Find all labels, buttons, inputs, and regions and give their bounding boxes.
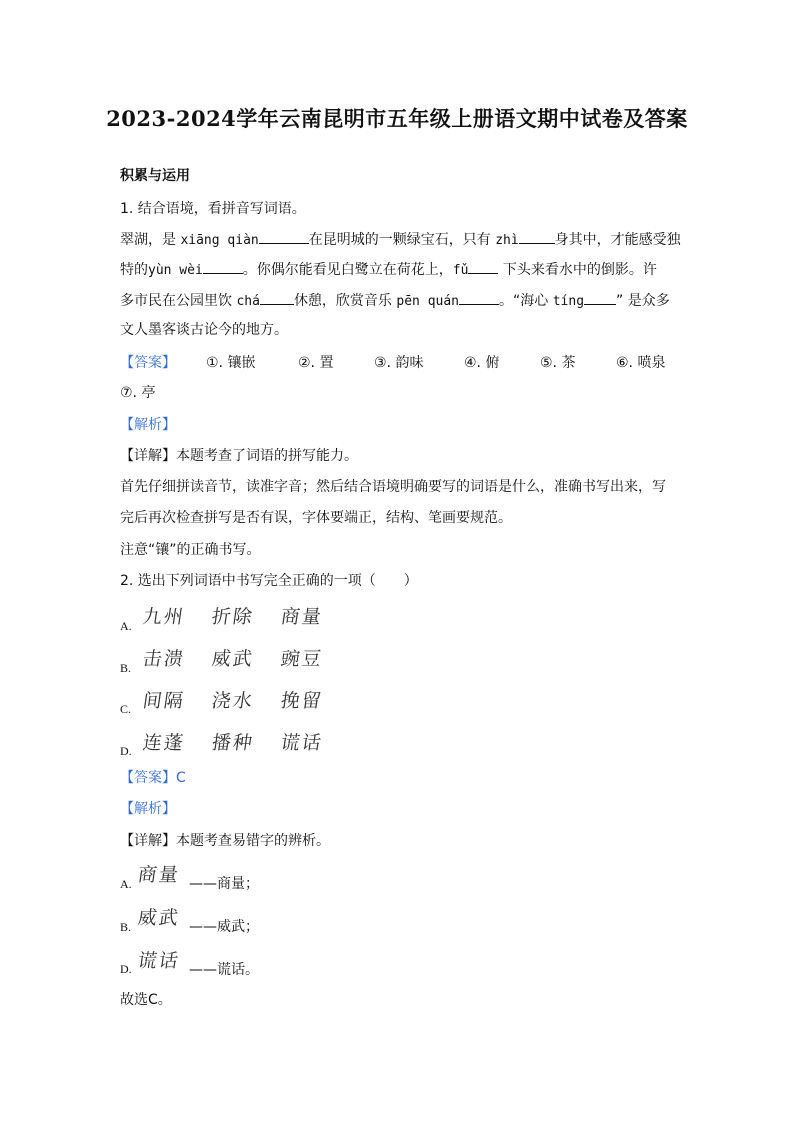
q1-passage-line-3: 多市民在公园里饮 chá 休憩，欣赏音乐 pēn quán 。“海心 tíng ” 是众多	[120, 290, 670, 312]
option-d-letter: D.	[120, 744, 132, 758]
option-a-word-2: 折除	[210, 606, 256, 628]
option-a-word-1: 九州	[141, 606, 187, 628]
answer-blank-3	[203, 259, 243, 274]
q2-stem: 2. 选出下列词语中书写完全正确的一项（ ）	[120, 573, 418, 589]
option-b-word-1: 击溃	[141, 648, 187, 670]
answer-blank-2	[519, 229, 555, 244]
correction-d-letter: D.	[120, 962, 132, 976]
answer-blank-5	[260, 290, 294, 305]
answer-item: ④. 俯	[464, 355, 500, 371]
pinyin-7: tíng	[552, 294, 585, 309]
correction-b-image: 威武	[136, 907, 182, 929]
option-a-word-3: 商量	[279, 606, 325, 628]
q1-passage-line-4: 文人墨客谈古论今的地方。	[120, 322, 288, 338]
option-a-letter: A.	[120, 619, 132, 633]
answer-item: ⑤. 茶	[540, 355, 576, 371]
q2-analysis-tag: 【解析】	[120, 801, 176, 817]
correction-a-text: ——商量；	[189, 876, 259, 892]
option-b-letter: B.	[120, 661, 132, 675]
answer-blank-4	[468, 259, 498, 274]
answer-item: ③. 韵味	[374, 355, 424, 371]
correction-d-image: 谎话	[136, 950, 182, 972]
answer-blank-6	[459, 290, 499, 305]
q1-detail-line-2: 完后再次检查拼写是否有误，字体要端正，结构、笔画要规范。	[120, 510, 512, 526]
q1-answer-row	[120, 353, 676, 373]
option-b-word-2: 威武	[210, 648, 256, 670]
pinyin-1: xiāng qiàn	[180, 233, 259, 248]
option-d-word-1: 连蓬	[141, 732, 187, 754]
q2-conclusion: 故选C。	[120, 992, 172, 1008]
q1-detail: 【详解】本题考查了词语的拼写能力。	[120, 448, 358, 464]
correction-b-text: ——威武；	[189, 919, 259, 935]
answer-blank-1	[259, 229, 309, 244]
answer-blank-7	[584, 290, 616, 305]
option-c-word-2: 浇水	[210, 690, 256, 712]
q1-passage-line-1: 翠湖，是 xiāng qiàn 在昆明城的一颗绿宝石，只有 zhì 身其中，才能感受独	[120, 229, 681, 251]
option-d-word-3: 谎话	[279, 732, 325, 754]
correction-b-letter: B.	[120, 920, 132, 934]
correction-a-letter: A.	[120, 877, 132, 891]
q1-detail-line-3: 注意“镶”的正确书写。	[120, 542, 261, 558]
correction-a-image: 商量	[136, 864, 182, 886]
answer-item: ①. 镶嵌	[206, 355, 256, 371]
analysis-tag: 【解析】	[120, 417, 176, 433]
section-heading: 积累与运用	[120, 168, 190, 184]
pinyin-5: chá	[236, 294, 260, 309]
answer-item: ⑥. 喷泉	[616, 355, 666, 371]
answer-item: ②. 置	[298, 355, 334, 371]
option-c-word-1: 间隔	[141, 690, 187, 712]
pinyin-2: zhì	[495, 233, 519, 248]
q2-answer: 【答案】C	[120, 770, 186, 786]
q2-detail: 【详解】本题考查易错字的辨析。	[120, 833, 330, 849]
option-c-word-3: 挽留	[279, 690, 325, 712]
q1-detail-line-1: 首先仔细拼读音节，读准字音；然后结合语境明确要写的词语是什么，准确书写出来，写	[120, 479, 666, 495]
q1-stem: 1. 结合语境，看拼音写词语。	[120, 201, 306, 217]
option-d-word-2: 播种	[210, 732, 256, 754]
pinyin-6: pēn quán	[396, 294, 460, 309]
pinyin-3: yùn wèi	[148, 263, 203, 278]
option-c-letter: C.	[120, 702, 132, 716]
pinyin-4: fǔ	[452, 263, 469, 278]
answer-item: ⑦. 亭	[120, 385, 156, 401]
correction-d-text: ——谎话。	[189, 962, 259, 978]
page-title: 2023-2024学年云南昆明市五年级上册语文期中试卷及答案	[106, 106, 688, 131]
option-b-word-3: 豌豆	[279, 648, 325, 670]
q1-passage-line-2: 特的yùn wèi 。你偶尔能看见白鹭立在荷花上，fǔ 下头来看水中的倒影。许	[120, 259, 657, 281]
answer-tag: 【答案】	[120, 355, 176, 371]
